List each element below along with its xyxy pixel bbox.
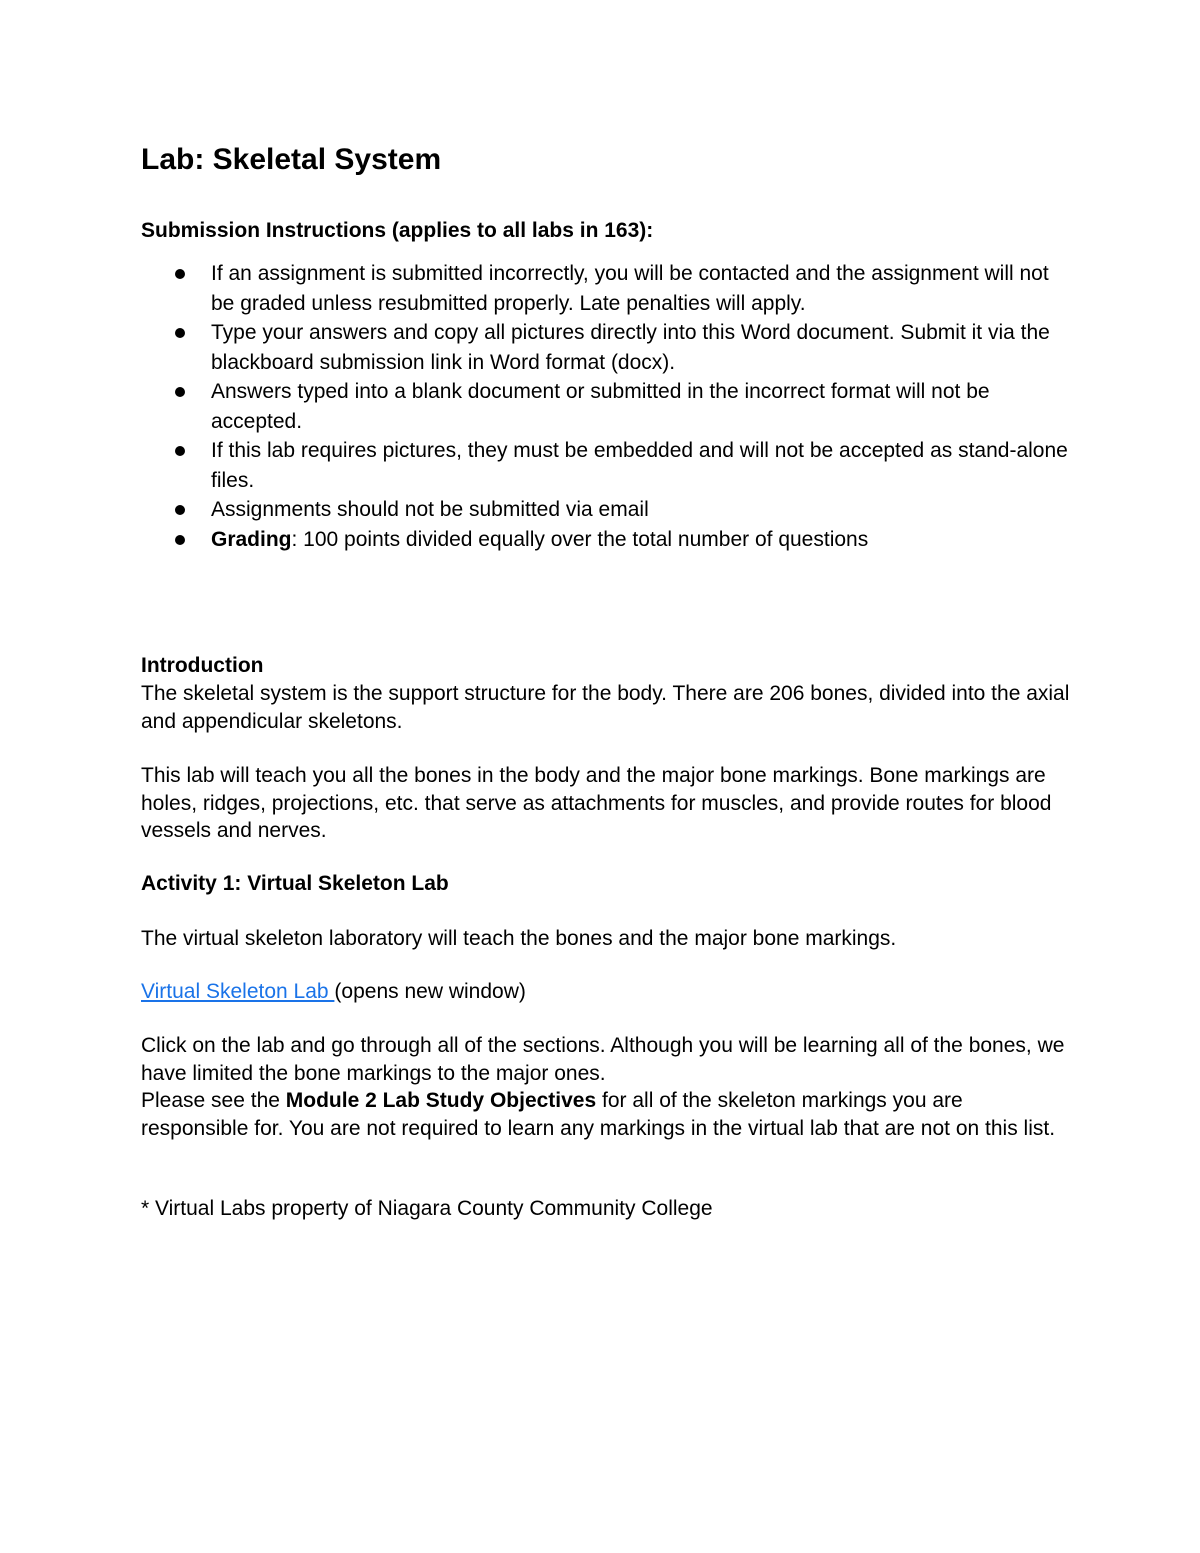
bullet-dot-icon (175, 505, 185, 515)
bullet-item-grading (141, 525, 1071, 555)
bullet-dot-icon (175, 328, 185, 338)
bullet-item (141, 436, 1071, 495)
virtual-skeleton-lab-link[interactable]: Virtual Skeleton Lab (141, 980, 335, 1003)
page-title: Lab: Skeletal System (141, 143, 442, 176)
bullet-dot-icon (175, 535, 185, 545)
bullet-text: Answers typed into a blank document or submitted in the incorrect format will not be accepted. (211, 380, 990, 433)
bullet-text: If an assignment is submitted incorrectly, you will be contacted and the assignment will not be graded unless resubmitted properly. Late penalties will apply. (211, 262, 1049, 315)
grading-label: Grading (211, 527, 292, 551)
activity1-paragraph-2: Click on the lab and go through all of the sections. Although you will be learning all of the bones, we have limited the bone markings to the major ones. (141, 1034, 1065, 1085)
bullet-dot-icon (175, 446, 185, 456)
activity1-paragraph-1: The virtual skeleton laboratory will teach the bones and the major bone markings. (141, 927, 897, 950)
bullet-item (141, 259, 1071, 318)
submission-heading: Submission Instructions (applies to all labs in 163): (141, 219, 654, 242)
bullet-item (141, 318, 1071, 377)
introduction-paragraph-2: This lab will teach you all the bones in the body and the major bone markings. Bone markings are holes, ridges, projections, etc. that serve as attachments for muscles, and provide routes for blood vessels and nerves. (141, 764, 1052, 842)
paragraph3-prefix: Please see the (141, 1089, 286, 1112)
bullet-dot-icon (175, 387, 185, 397)
virtual-lab-line (141, 978, 1071, 1006)
footnote: * Virtual Labs property of Niagara County Community College (141, 1197, 713, 1220)
introduction-heading: Introduction (141, 654, 264, 677)
bullet-dot-icon (175, 269, 185, 279)
module-objectives-text: Module 2 Lab Study Objectives (285, 1089, 597, 1112)
bullet-text: Assignments should not be submitted via email (211, 498, 649, 521)
submission-bullet-list (141, 259, 1071, 554)
introduction-paragraph-1: The skeletal system is the support structure for the body. There are 206 bones, divided into the axial and appendicular skeletons. (141, 682, 1070, 733)
activity1-paragraph-3 (141, 1087, 1071, 1142)
bullet-text: If this lab requires pictures, they must be embedded and will not be accepted as stand-alone files. (211, 439, 1068, 492)
activity1-heading: Activity 1: Virtual Skeleton Lab (141, 872, 449, 895)
grading-text: : 100 points divided equally over the total number of questions (291, 527, 869, 551)
bullet-item (141, 377, 1071, 436)
paragraph3-suffix: for all of the skeleton markings you are responsible for. You are not required to learn any markings in the virtual lab that are not on this list. (141, 1089, 1056, 1140)
bullet-text: Type your answers and copy all pictures directly into this Word document. Submit it via the blackboard submission link in Word format (docx). (211, 321, 1050, 374)
bullet-item (141, 495, 1071, 525)
link-suffix: (opens new window) (334, 980, 526, 1003)
